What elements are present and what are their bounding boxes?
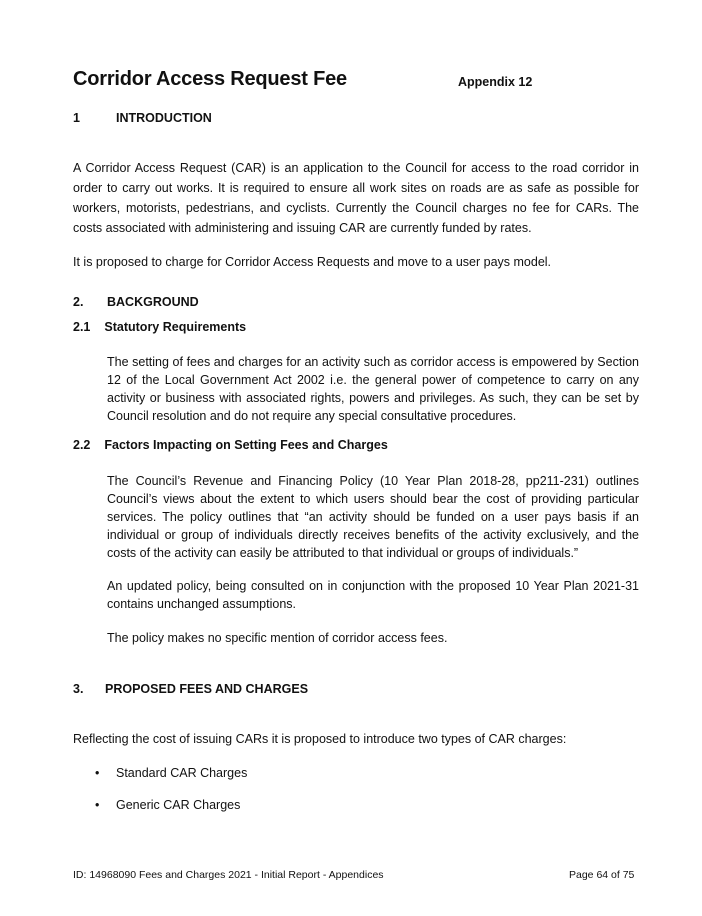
subsection-2-1-number: 2.1	[73, 320, 91, 334]
section-3-title: PROPOSED FEES AND CHARGES	[105, 682, 309, 696]
section-3-heading	[73, 682, 373, 700]
section-3-number: 3.	[73, 682, 84, 696]
fees-intro-paragraph: Reflecting the cost of issuing CARs it is proposed to introduce two types of CAR charges:	[73, 732, 567, 746]
updated-policy-paragraph: An updated policy, being consulted on in conjunction with the proposed 10 Year Plan 2021-31 contains unchanged assumptions.	[107, 579, 639, 611]
section-2-title: BACKGROUND	[107, 295, 199, 309]
title-row	[73, 68, 633, 98]
bullet-icon: •	[95, 766, 100, 780]
policy-paragraph: The Council’s Revenue and Financing Policy (10 Year Plan 2018-28, pp211-231) outlines Council’s views about the extent to which users should bear the cost of providing particular services. The policy outlines that “an activity should be funded on a user pays basis if an individual or group of individuals directly receives benefits of the activity exclusively, and the costs of the activity can easily be attributed to that individual or groups of individuals.”	[107, 474, 639, 560]
bullet-item	[95, 798, 240, 812]
subsection-2-2-heading	[73, 438, 388, 452]
bullet-item-label: Standard CAR Charges	[116, 766, 248, 780]
subsection-2-2-number: 2.2	[73, 438, 91, 452]
section-2-number: 2.	[73, 295, 84, 309]
document-title: Corridor Access Request Fee	[73, 68, 347, 90]
bullet-item-label: Generic CAR Charges	[116, 798, 241, 812]
no-mention-paragraph: The policy makes no specific mention of corridor access fees.	[107, 631, 448, 645]
subsection-2-1-heading	[73, 320, 246, 334]
footer-page-number: Page 64 of 75	[569, 869, 635, 881]
bullet-item	[95, 766, 247, 780]
subsection-2-1-title: Statutory Requirements	[104, 320, 247, 334]
appendix-label: Appendix 12	[458, 75, 533, 89]
section-2-heading	[73, 295, 373, 313]
section-1-number: 1	[73, 111, 80, 125]
section-1-heading	[73, 111, 373, 129]
intro-paragraph: A Corridor Access Request (CAR) is an application to the Council for access to the road corridor in order to carry out works. It is required to ensure all work sites on roads are as safe as possible for workers, motorists, pedestrians, and cyclists. Currently the Council charges no fee for CARs. The costs associated with administering and issuing CAR are currently funded by rates.	[73, 161, 639, 235]
bullet-icon: •	[95, 798, 100, 812]
section-1-title: INTRODUCTION	[116, 111, 212, 125]
subsection-2-2-title: Factors Impacting on Setting Fees and Charges	[104, 438, 388, 452]
footer-document-id: ID: 14968090 Fees and Charges 2021 - Initial Report - Appendices	[73, 869, 384, 881]
statutory-paragraph: The setting of fees and charges for an activity such as corridor access is empowered by Section 12 of the Local Government Act 2002 i.e. the general power of competence to carry on any activity or business with associated rights, powers and privileges. As such, they can be set by Council resolution and do not require any special consultative procedures.	[107, 355, 639, 423]
proposal-paragraph: It is proposed to charge for Corridor Access Requests and move to a user pays model.	[73, 255, 552, 269]
